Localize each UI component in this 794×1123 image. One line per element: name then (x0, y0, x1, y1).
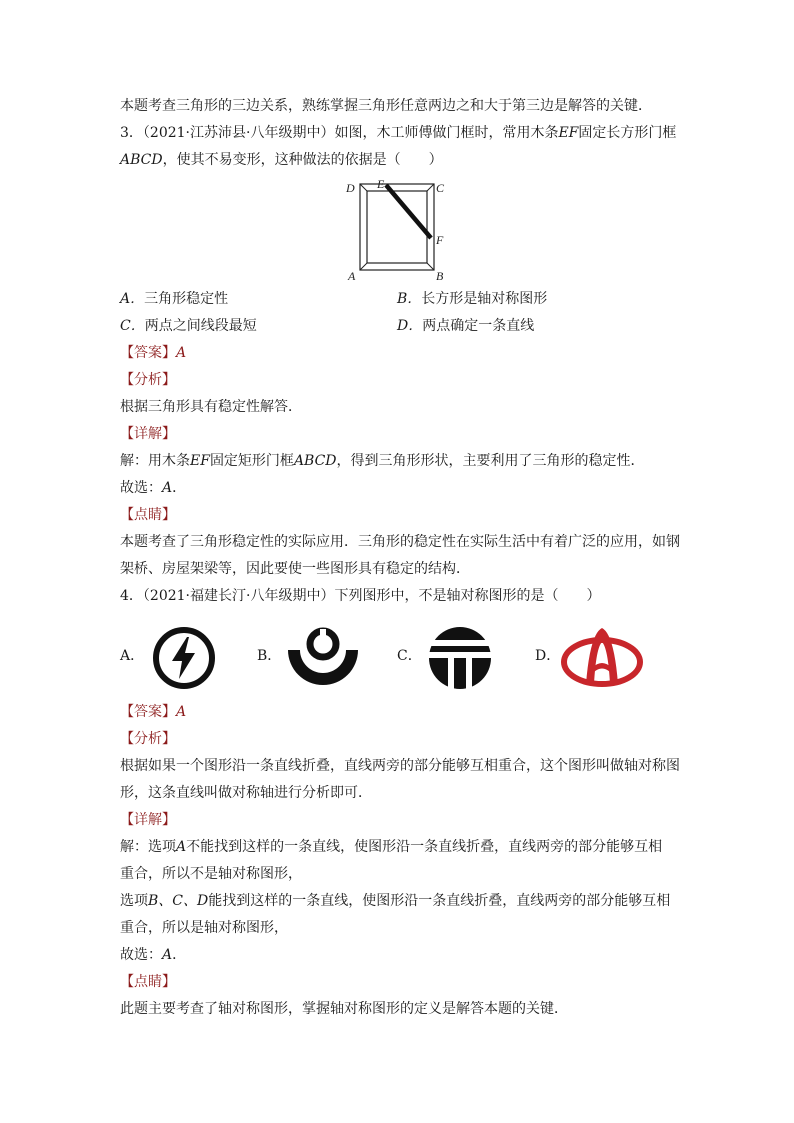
q3-stem-text2: 固定长方形门框 (578, 125, 677, 141)
q3-stem-text: 如图，木工师傅做门框时，常用木条 (334, 125, 559, 141)
q3-detail-var-ef: EF (190, 453, 210, 469)
q3-detail-text2: 固定矩形门框 (209, 453, 294, 469)
q4-detail-line2: 重合，所以不是轴对称图形， (120, 866, 302, 882)
q4-choice (120, 945, 186, 965)
q3-analysis-tag: 【分析】 (120, 372, 176, 388)
q3-var-ef: EF (558, 125, 579, 141)
label-c: C (436, 181, 445, 195)
q4-analysis-line1: 根据如果一个图形沿一条直线折叠，直线两旁的部分能够互相重合，这个图形叫做轴对称图 (120, 758, 680, 774)
q3-stem-line2 (120, 150, 443, 170)
t-circle-icon[interactable] (426, 624, 494, 692)
q3-choice (120, 478, 186, 498)
q3-option-b-text: 长方形是轴对称图形 (421, 291, 548, 307)
q3-option-c-text: 两点之间线段最短 (144, 318, 257, 334)
q4-detail-text3c: 能找到这样的一条直线，使图形沿一条直线折叠，直线两旁的部分能够互相 (208, 893, 671, 909)
q3-choice-text: 故选： (120, 480, 162, 496)
q3-choice-end: ． (172, 480, 187, 496)
label-b: B (436, 269, 444, 283)
q3-analysis: 根据三角形具有稳定性解答． (120, 399, 302, 415)
q3-var-abcd: ABCD (120, 152, 163, 168)
q2-summary: 本题考查三角形的三边关系，熟练掌握三角形任意两边之和大于第三边是解答的关键． (120, 98, 652, 114)
q4-detail-line3 (120, 891, 670, 911)
q3-number: 3． (120, 125, 143, 141)
q3-source: （2021·江苏沛县·八年级期中） (142, 125, 335, 141)
q4-answer-value: A (176, 704, 187, 720)
q4-analysis-line2: 形，这条直线叫做对称轴进行分析即可． (120, 785, 372, 801)
label-d: D (346, 181, 355, 195)
q3-option-d-letter: D． (397, 318, 423, 334)
q3-comment-tag: 【点睛】 (120, 507, 176, 523)
q4-detail-text1c: 不能找到这样的一条直线，使图形沿一条直线折叠，直线两旁的部分能够互相 (186, 839, 663, 855)
ring-bowl-icon[interactable] (284, 624, 362, 692)
q3-detail-text3: ，得到三角形形状，主要利用了三角形的稳定性． (336, 453, 645, 469)
q3-option-c-letter: C． (120, 318, 145, 334)
q3-answer-tag: 【答案】 (120, 345, 176, 361)
q4-choice-text: 故选： (120, 947, 162, 963)
q3-option-d[interactable] (397, 316, 534, 336)
q4-answer-tag: 【答案】 (120, 704, 176, 720)
label-f: F (436, 233, 444, 247)
label-a: A (348, 269, 356, 283)
q4-detail-line1 (120, 837, 662, 857)
q4-detail-text1a: 解：选项 (120, 839, 176, 855)
q4-option-a-letter[interactable]: A． (120, 648, 145, 664)
q4-detail-text3a: 选项 (120, 893, 148, 909)
q4-detail-var-bcd: B、C、D (148, 893, 209, 909)
q4-detail-tag: 【详解】 (120, 812, 176, 828)
q4-choice-end: ． (172, 947, 187, 963)
q4-analysis-tag: 【分析】 (120, 731, 176, 747)
q4-detail-var-a: A (176, 839, 187, 855)
q3-answer (120, 343, 186, 363)
red-arch-logo-icon[interactable] (560, 622, 644, 694)
lightning-circle-icon[interactable] (150, 624, 218, 692)
q3-option-b-letter: B． (397, 291, 422, 307)
q3-answer-value: A (176, 345, 187, 361)
q3-option-b[interactable] (397, 289, 547, 309)
q4-comment: 此题主要考查了轴对称图形，掌握轴对称图形的定义是解答本题的关键． (120, 1001, 568, 1017)
q4-detail-line4: 重合，所以是轴对称图形， (120, 920, 288, 936)
q3-detail (120, 451, 645, 471)
q4-option-b-letter[interactable]: B． (257, 648, 282, 664)
q3-choice-value: A (162, 480, 173, 496)
q4-stem-text: 下列图形中，不是轴对称图形的是（ ） (334, 588, 601, 604)
q3-stem-text3: ，使其不易变形，这种做法的依据是（ ） (162, 152, 443, 168)
q3-stem-line1 (120, 123, 676, 143)
q3-detail-var-abcd: ABCD (293, 453, 337, 469)
q3-option-a-letter: A． (120, 291, 145, 307)
q4-option-c-letter[interactable]: C． (397, 648, 422, 664)
q3-detail-text1: 解：用木条 (120, 453, 190, 469)
q4-option-d-letter[interactable]: D． (535, 648, 561, 664)
q3-detail-tag: 【详解】 (120, 426, 176, 442)
q4-choice-value: A (162, 947, 173, 963)
q4-answer (120, 702, 186, 722)
label-e: E (377, 177, 385, 191)
q4-comment-tag: 【点睛】 (120, 974, 176, 990)
q4-stem (120, 586, 600, 606)
q3-door-frame-figure (342, 176, 452, 284)
q3-option-c[interactable] (120, 316, 257, 336)
q4-number: 4． (120, 588, 143, 604)
q4-source: （2021·福建长汀·八年级期中） (142, 588, 335, 604)
q3-option-a-text: 三角形稳定性 (144, 291, 229, 307)
q3-comment-line2: 架桥、房屋架梁等，因此要使一些图形具有稳定的结构． (120, 561, 470, 577)
q3-option-d-text: 两点确定一条直线 (422, 318, 535, 334)
q3-option-a[interactable] (120, 289, 228, 309)
q3-comment-line1: 本题考查了三角形稳定性的实际应用．三角形的稳定性在实际生活中有着广泛的应用，如钢 (120, 534, 680, 550)
